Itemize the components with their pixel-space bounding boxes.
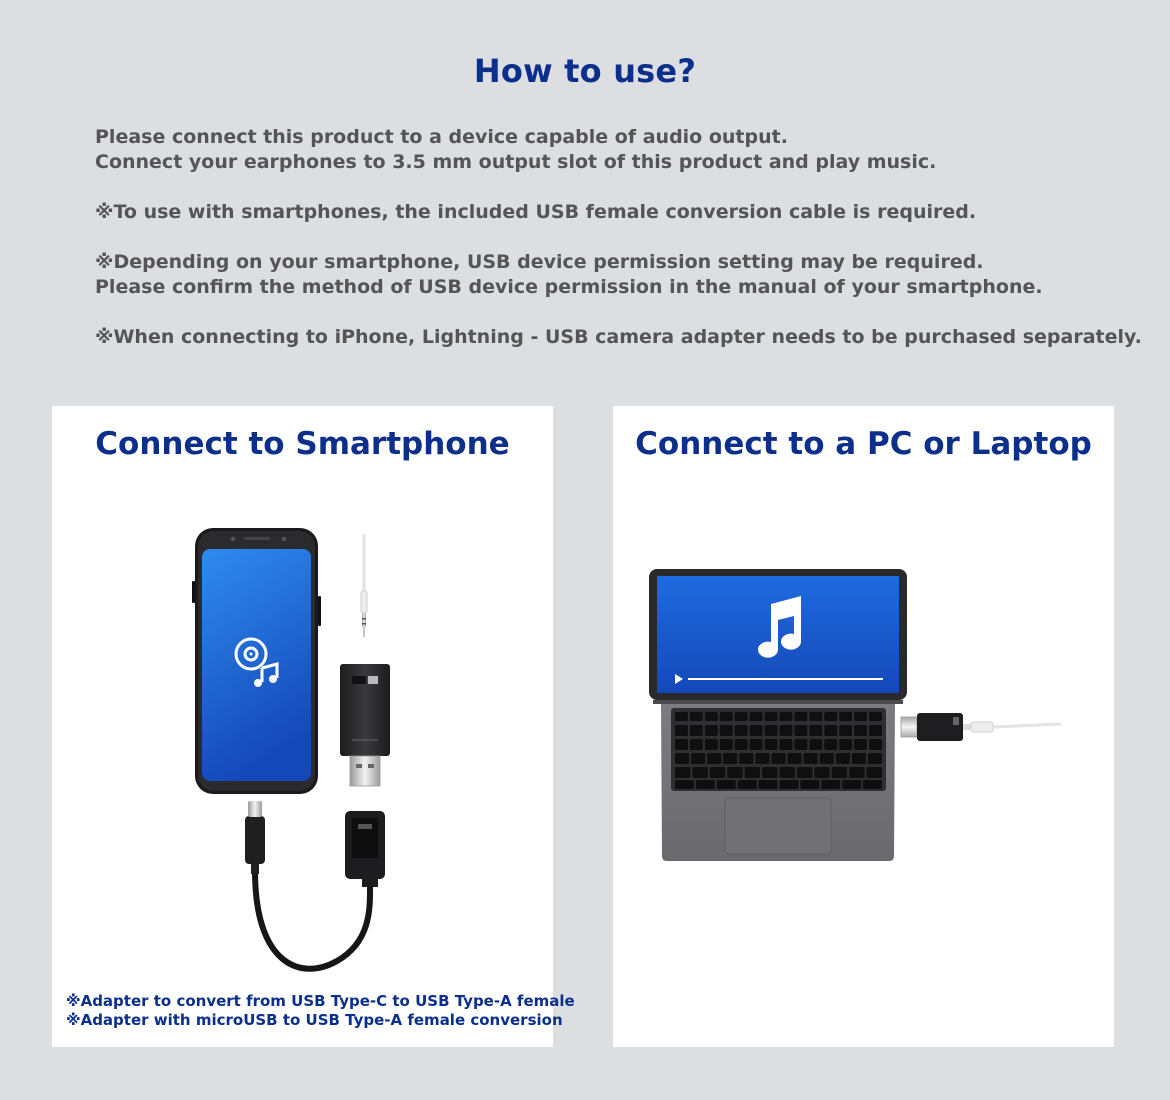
keyboard-key — [720, 712, 733, 721]
laptop-panel — [613, 406, 1114, 1047]
smartphone-illustration — [52, 406, 553, 1047]
keyboard-key — [780, 725, 793, 736]
keyboard-key — [735, 725, 748, 736]
laptop-panel-title: Connect to a PC or Laptop — [635, 426, 1092, 462]
adapter-notes — [66, 992, 575, 1030]
keyboard-key — [824, 712, 837, 721]
keyboard-key — [675, 712, 688, 721]
earphone-cable-icon — [993, 724, 1061, 727]
instruction-line: ※When connecting to iPhone, Lightning - USB camera adapter needs to be purchased separately. — [95, 326, 1142, 348]
keyboard-key — [809, 739, 822, 750]
instruction-line: Connect your earphones to 3.5 mm output slot of this product and play music. — [95, 151, 937, 173]
keyboard-key — [788, 753, 802, 764]
keyboard-key — [735, 712, 748, 721]
keyboard-key — [800, 780, 819, 789]
instruction-paragraph — [95, 250, 1135, 300]
smartphone-panel — [52, 406, 575, 1047]
keyboard-key — [836, 753, 850, 764]
keyboard-key — [869, 712, 882, 721]
keyboard-key — [863, 780, 882, 789]
keyboard-key — [675, 725, 688, 736]
keyboard-key — [675, 753, 689, 764]
keyboard-key — [690, 739, 703, 750]
keyboard-key — [854, 725, 867, 736]
keyboard-key — [839, 725, 852, 736]
smartphone-icon — [192, 528, 321, 794]
keyboard-key — [705, 725, 718, 736]
keyboard-key — [755, 753, 769, 764]
keyboard-key — [821, 780, 840, 789]
keyboard-key — [809, 725, 822, 736]
keyboard-key — [690, 725, 703, 736]
keyboard-key — [794, 725, 807, 736]
keyboard-key — [794, 739, 807, 750]
keyboard-key — [692, 767, 707, 778]
earphone-cable-icon — [361, 534, 367, 637]
keyboard-key — [820, 753, 834, 764]
keyboard-key — [849, 767, 864, 778]
keyboard-key — [720, 725, 733, 736]
smartphone-panel-title: Connect to Smartphone — [95, 426, 510, 462]
keyboard-key — [727, 767, 742, 778]
keyboard-key — [705, 739, 718, 750]
keyboard-key — [745, 767, 760, 778]
instruction-line: ※Depending on your smartphone, USB device permission setting may be required. — [95, 251, 984, 273]
keyboard-key — [765, 712, 778, 721]
keyboard-key — [723, 753, 737, 764]
keyboard-key — [717, 780, 736, 789]
keyboard-key — [814, 767, 829, 778]
keyboard-key — [696, 780, 715, 789]
keyboard-key — [780, 739, 793, 750]
keyboard-key — [735, 739, 748, 750]
adapter-note: ※Adapter with microUSB to USB Type-A female conversion — [66, 1011, 563, 1029]
usb-dac-icon — [340, 664, 390, 786]
keyboard-key — [824, 725, 837, 736]
keyboard-key — [839, 712, 852, 721]
keyboard-key — [867, 767, 882, 778]
keyboard-key — [809, 712, 822, 721]
instruction-line: Please connect this product to a device capable of audio output. — [95, 126, 788, 148]
instructions — [95, 125, 1142, 375]
instruction-line: ※To use with smartphones, the included USB female conversion cable is required. — [95, 201, 977, 223]
keyboard-key — [797, 767, 812, 778]
instruction-paragraph — [95, 125, 1135, 175]
keyboard-key — [832, 767, 847, 778]
keyboard-key — [762, 767, 777, 778]
keyboard-key — [690, 712, 703, 721]
keyboard-key — [854, 739, 867, 750]
usb-otg-adapter-icon — [245, 801, 385, 969]
keyboard-key — [691, 753, 705, 764]
keyboard-key — [854, 712, 867, 721]
keyboard-key — [765, 739, 778, 750]
keyboard-key — [675, 767, 690, 778]
page-title: How to use? — [473, 52, 697, 90]
usb-dac-icon — [901, 713, 993, 741]
keyboard-key — [869, 739, 882, 750]
instruction-paragraph — [95, 325, 1142, 350]
instruction-paragraph — [95, 200, 1135, 225]
keyboard-key — [852, 753, 866, 764]
keyboard-key — [780, 712, 793, 721]
keyboard-key — [675, 780, 694, 789]
adapter-note: ※Adapter to convert from USB Type-C to USB Type-A female — [66, 992, 575, 1010]
keyboard-key — [707, 753, 721, 764]
keyboard-key — [750, 739, 763, 750]
keyboard-key — [759, 780, 778, 789]
keyboard-key — [765, 725, 778, 736]
laptop-illustration — [613, 406, 1114, 1047]
keyboard-key — [710, 767, 725, 778]
keyboard-key — [720, 739, 733, 750]
keyboard-key — [738, 780, 757, 789]
keyboard-key — [780, 767, 795, 778]
keyboard-key — [750, 725, 763, 736]
keyboard-key — [772, 753, 786, 764]
keyboard-key — [804, 753, 818, 764]
keyboard-key — [868, 753, 882, 764]
keyboard-key — [842, 780, 861, 789]
keyboard-key — [839, 739, 852, 750]
keyboard-key — [780, 780, 799, 789]
keyboard-key — [675, 739, 688, 750]
keyboard-key — [869, 725, 882, 736]
keyboard-key — [705, 712, 718, 721]
keyboard-key — [739, 753, 753, 764]
keyboard-key — [750, 712, 763, 721]
instruction-line: Please confirm the method of USB device permission in the manual of your smartphone. — [95, 276, 1043, 298]
keyboard-key — [794, 712, 807, 721]
keyboard-key — [824, 739, 837, 750]
